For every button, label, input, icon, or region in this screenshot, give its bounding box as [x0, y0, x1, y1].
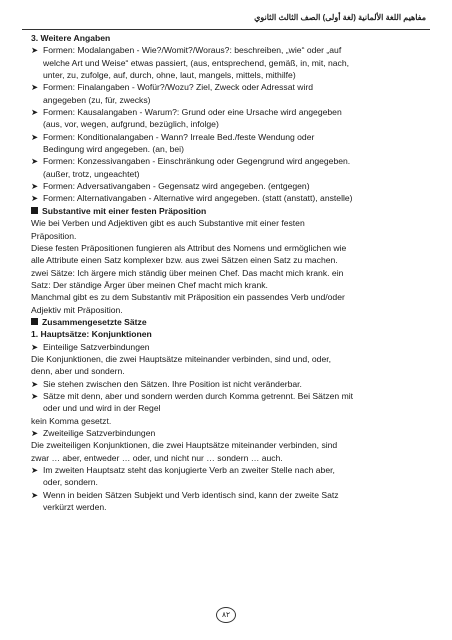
- bullet-text: Zweiteilige Satzverbindungen: [43, 428, 156, 438]
- paragraph-line: kein Komma gesetzt.: [31, 415, 112, 426]
- arrow-bullet-icon: ➤: [31, 489, 39, 500]
- arrow-bullet-icon: ➤: [31, 428, 39, 438]
- bullet-continuation: unter, zu, zufolge, auf, durch, ohne, laut, mangels, mittels, mithilfe): [43, 70, 296, 81]
- page-header: [0, 13, 452, 27]
- bullet-continuation: oder, sondern.: [43, 477, 98, 488]
- paragraph-line: alle Attribute einen Satz komplexer bzw. aus zwei Sätzen einen Satz zu machen.: [31, 255, 338, 266]
- paragraph-line: Manchmal gibt es zu dem Substantiv mit Präposition ein passendes Verb und/oder: [31, 292, 345, 303]
- bullet-item: [31, 44, 429, 56]
- bullet-continuation: welche Art und Weise“ etwas passiert, (aus, entsprechend, gemäß, in, mit, nach,: [43, 57, 350, 68]
- bullet-item: [31, 131, 429, 143]
- subsection-heading: [31, 205, 429, 217]
- bullet-item: [31, 192, 429, 204]
- arrow-bullet-icon: ➤: [31, 45, 39, 56]
- bullet-item: [31, 106, 429, 118]
- arrow-bullet-icon: ➤: [31, 390, 39, 401]
- paragraph-line: Satz: Der ständige Ärger über meinen Chef macht mich krank.: [31, 279, 268, 290]
- bullet-continuation: Bedingung wird angegeben. (an, bei): [43, 144, 184, 155]
- bullet-item: [31, 378, 429, 390]
- arrow-bullet-icon: ➤: [31, 82, 39, 93]
- subsection-title: Zusammengesetzte Sätze: [42, 316, 147, 327]
- bullet-item: [31, 489, 429, 501]
- bullet-text: Wenn in beiden Sätzen Subjekt und Verb identisch sind, kann der zweite Satz: [43, 489, 339, 500]
- paragraph-line: Adjektiv mit Präposition.: [31, 304, 123, 315]
- bullet-text: Formen: Adversativangaben - Gegensatz wird angegeben. (entgegen): [43, 181, 310, 192]
- bullet-item: [31, 155, 429, 167]
- page-footer: [0, 604, 452, 623]
- arrow-bullet-icon: ➤: [31, 107, 39, 118]
- arrow-bullet-icon: ➤: [31, 378, 39, 389]
- paragraph-line: Wie bei Verben und Adjektiven gibt es auch Substantive mit einer festen: [31, 218, 305, 229]
- subsection-title: Substantive mit einer festen Präposition: [42, 205, 207, 216]
- bullet-continuation: verkürzt werden.: [43, 502, 107, 513]
- bullet-text: Sätze mit denn, aber und sondern werden durch Komma getrennt. Bei Sätzen mit: [43, 390, 354, 401]
- paragraph-line: Die zweiteiligen Konjunktionen, die zwei Hauptsätze miteinander verbinden, sind: [31, 440, 338, 451]
- square-bullet-icon: [31, 207, 38, 214]
- bullet-item: [31, 427, 429, 439]
- bullet-continuation: angegeben (zu, für, zwecks): [43, 94, 151, 105]
- paragraph-line: zwar … aber, entweder … oder, und nicht nur … sondern … auch.: [31, 452, 283, 463]
- paragraph-line: Diese festen Präpositionen fungieren als Attribut des Nomens und ermöglichen wie: [31, 242, 347, 253]
- bullet-item: [31, 464, 429, 476]
- bullet-item: [31, 180, 429, 192]
- document-body: [31, 32, 429, 513]
- section-heading: 3. Weitere Angaben: [31, 33, 111, 43]
- arrow-bullet-icon: ➤: [31, 465, 39, 476]
- square-bullet-icon: [31, 318, 38, 325]
- page-number: ٨٢: [216, 607, 236, 623]
- arrow-bullet-icon: ➤: [31, 341, 39, 352]
- paragraph-line: Die Konjunktionen, die zwei Hauptsätze miteinander verbinden, sind und, oder,: [31, 353, 332, 364]
- subsection-heading: [31, 316, 429, 328]
- bullet-continuation: (außer, trotz, ungeachtet): [43, 168, 140, 179]
- bullet-text: Formen: Konzessivangaben - Einschränkung oder Gegengrund wird angegeben.: [43, 156, 351, 167]
- paragraph-line: Präposition.: [31, 230, 77, 241]
- header-divider: [22, 29, 430, 30]
- paragraph-line: zwei Sätze: Ich ärgere mich ständig über meinen Chef. Das macht mich krank. ein: [31, 267, 344, 278]
- arrow-bullet-icon: ➤: [31, 131, 39, 142]
- section-heading: 1. Hauptsätze: Konjunktionen: [31, 329, 152, 340]
- bullet-text: Einteilige Satzverbindungen: [43, 341, 150, 352]
- bullet-continuation: oder und und wird in der Regel: [43, 403, 161, 414]
- arrow-bullet-icon: ➤: [31, 156, 39, 167]
- bullet-text: Im zweiten Hauptsatz steht das konjugierte Verb an zweiter Stelle nach aber,: [43, 465, 335, 476]
- bullet-text: Formen: Modalangaben - Wie?/Womit?/Woraus?: beschreiben, „wie“ oder „auf: [43, 45, 342, 56]
- paragraph-line: denn, aber und sondern.: [31, 366, 125, 377]
- arrow-bullet-icon: ➤: [31, 181, 39, 192]
- bullet-item: [31, 341, 429, 353]
- arrow-bullet-icon: ➤: [31, 193, 39, 204]
- bullet-continuation: (aus, vor, wegen, aufgrund, bezüglich, infolge): [43, 119, 219, 130]
- bullet-text: Formen: Kausalangaben - Warum?: Grund oder eine Ursache wird angegeben: [43, 107, 342, 118]
- bullet-item: [31, 390, 429, 402]
- bullet-item: [31, 81, 429, 93]
- header-title: مفاهيم اللغة الألمانية (لغة أولى) الصف الثالث الثانوي: [254, 13, 426, 22]
- bullet-text: Formen: Finalangaben - Wofür?/Wozu? Ziel, Zweck oder Adressat wird: [43, 82, 314, 93]
- bullet-text: Sie stehen zwischen den Sätzen. Ihre Position ist nicht veränderbar.: [43, 378, 302, 389]
- bullet-text: Formen: Konditionalangaben - Wann? Irreale Bed./feste Wendung oder: [43, 131, 315, 142]
- bullet-text: Formen: Alternativangaben - Alternative wird angegeben. (statt (anstatt), anstelle): [43, 193, 353, 204]
